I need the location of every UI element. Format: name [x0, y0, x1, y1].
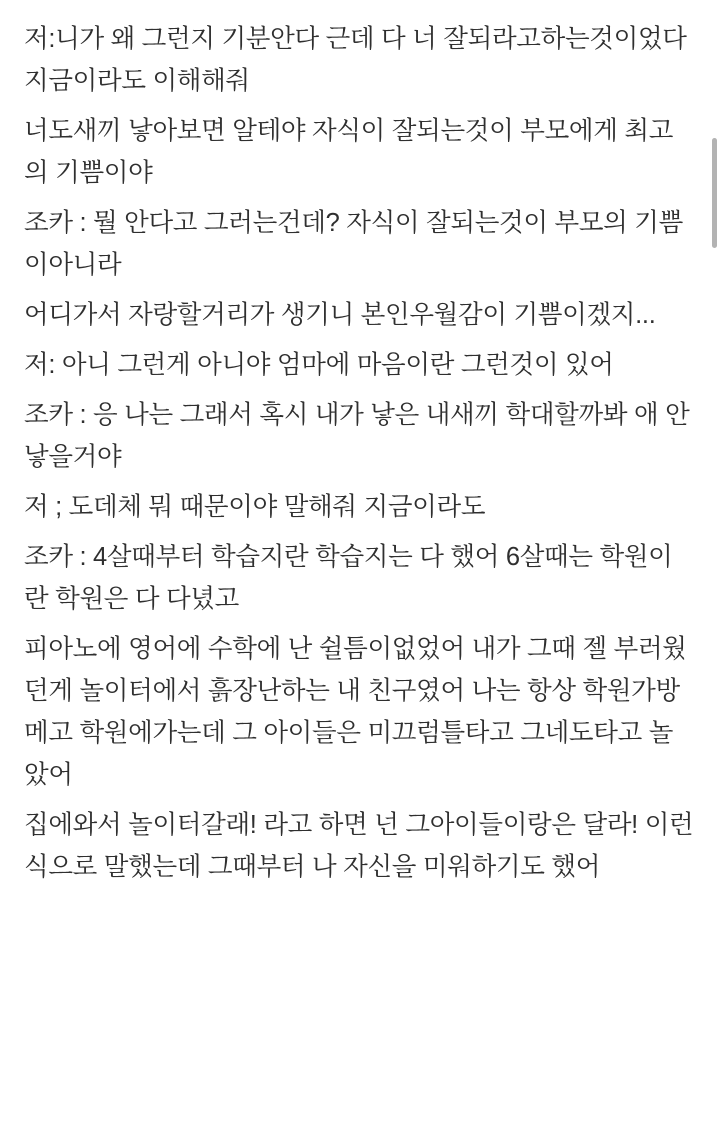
text-paragraph: 저: 아니 그런게 아니야 엄마에 마음이란 그런것이 있어	[24, 351, 614, 379]
text-paragraph: 어디가서 자랑할거리가 생기니 본인우월감이 기쁨이겠지...	[24, 301, 656, 329]
scrollbar-thumb[interactable]	[712, 138, 717, 248]
text-paragraph: 집에와서 놀이터갈래! 라고 하면 넌 그아이들이랑은 달라! 이런식으로 말했는데 그때부터 나 자신을 미워하기도 했어	[24, 811, 694, 881]
text-paragraph: 저 ; 도데체 뭐 때문이야 말해줘 지금이라도	[24, 493, 486, 521]
text-paragraph: 저:니가 왜 그런지 기분안다 근데 다 너 잘되라고하는것이었다 지금이라도 이해해줘	[24, 25, 687, 95]
text-paragraph: 조카 : 응 나는 그래서 혹시 내가 낳은 내새끼 학대할까봐 애 안낳을거야	[24, 401, 690, 471]
text-paragraph: 너도새끼 낳아보면 알테야 자식이 잘되는것이 부모에게 최고의 기쁨이야	[24, 117, 674, 187]
text-paragraph: 조카 : 4살때부터 학습지란 학습지는 다 했어 6살때는 학원이란 학원은 다 다녔고	[24, 543, 673, 613]
text-paragraph: 피아노에 영어에 수학에 난 쉴틈이없었어 내가 그때 젤 부러웠던게 놀이터에서 흙장난하는 내 친구였어 나는 항상 학원가방 메고 학원에가는데 그 아이들은 미끄럼틀타고 그네도타고 놀았어	[24, 635, 687, 789]
vertical-scrollbar[interactable]	[713, 0, 720, 1127]
text-paragraph: 조카 : 뭘 안다고 그러는건데? 자식이 잘되는것이 부모의 기쁨이아니라	[24, 209, 683, 279]
